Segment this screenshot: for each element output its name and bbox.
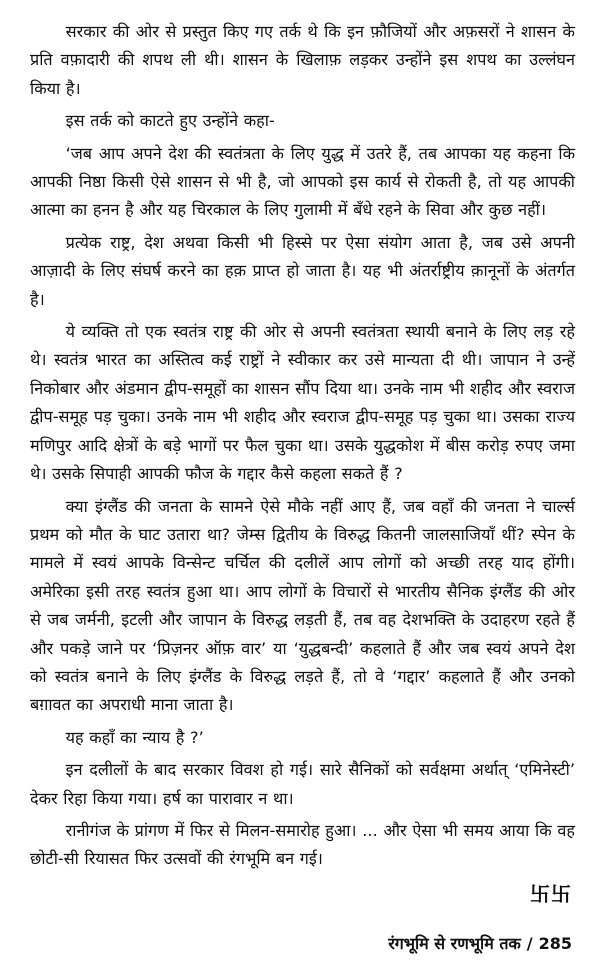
paragraph-7: यह कहाँ का न्याय है ?’ [65,727,204,747]
book-title: रंगभूमि से रणभूमि तक [388,934,521,953]
page-body [30,18,575,878]
page-footer [388,932,572,954]
paragraph-8: इन दलीलों के बाद सरकार विवश हो गई। सारे सैनिकों को सर्वक्षमा अर्थात् ‘एमिनेस्टी’ देकर रिहा किया गया। हर्ष का पारावार न था। [30,760,575,808]
paragraph-6: क्या इंग्लैंड की जनता के सामने ऐसे मौके नहीं आए हैं, जब वहाँ की जनता ने चार्ल्स प्रथम को मौत के घाट उतारा था? जेम्स द्वितीय के विरुद्ध कितनी जालसाजियाँ थीं? स्पेन के मामले में स्वयं आपके विन्सेन्ट चर्चिल की दलीलें आप लोगों को अच्छी तरह याद होंगी। अमेरिका इसी तरह स्वतंत्र हुआ था। आप लोगों के विचारों से भारतीय सैनिक इंग्लैंड की ओर से जब जर्मनी, इटली और जापान के विरुद्ध लड़ती हैं, तब वह देशभक्ति के उदाहरण रहते हैं और पकड़े जाने पर ‘प्रिज़नर ऑफ़ वार’ या ‘युद्धबन्दी’ कहलाते हैं और जब स्वयं अपने देश को स्वतंत्र बनाने के लिए इंग्लैंड के विरुद्ध लड़ते हैं, तो वे ‘गद्दार’ कहलाते हैं और उनको बग़ावत का अपराधी माना जाता है। [30,496,575,715]
paragraph-5: ये व्यक्ति तो एक स्वतंत्र राष्ट्र की ओर से अपनी स्वतंत्रता स्थायी बनाने के लिए लड़ रहे थे। स्वतंत्र भारत का अस्तित्व कई राष्ट्रों ने स्वीकार कर उसे मान्यता दी थी। जापान ने उन्हें निकोबार और अंडमान द्वीप-समूहों का शासन सौंप दिया था। उनके नाम भी शहीद और स्वराज द्वीप-समूह पड़ चुका। उनके नाम भी शहीद और स्वराज द्वीप-समूह पड़ चुका था। उसका राज्य मणिपुर आदि क्षेत्रों के बड़े भागों पर फैल चुका था। उसके युद्धकोश में बीस करोड़ रुपए जमा थे। उसके सिपाही आपकी फौज के गद्दार कैसे कहला सकते हैं ? [30,322,575,484]
paragraph-3: ‘जब आप अपने देश की स्वतंत्रता के लिए युद्ध में उतरे हैं, तब आपका यह कहना कि आपकी निष्ठा किसी ऐसे शासन से भी है, जो आपको इस कार्य से रोकती है, तो यह आपकी आत्मा का हनन है और यह चिरकाल के लिए गुलामी में बँधे रहने के सिवा और कुछ नहीं। [30,143,575,220]
paragraph-9: रानीगंज के प्रांगण में फिर से मिलन-समारोह हुआ। ... और ऐसा भी समय आया कि वह छोटी-सी रियासत फिर उत्सवों की रंगभूमि बन गई। [30,820,575,869]
section-end-ornament: 卐卐 [530,882,572,906]
paragraph-4: प्रत्येक राष्ट्र, देश अथवा किसी भी हिस्से पर ऐसा संयोग आता है, जब उसे अपनी आज़ादी के लिए संघर्ष करने का हक़ प्राप्त हो जाता है। यह भी अंतर्राष्ट्रीय क़ानूनों के अंतर्गत है। [30,232,575,309]
page-number: 285 [538,934,572,953]
paragraph-1: सरकार की ओर से प्रस्तुत किए गए तर्क थे कि इन फ़ौजियों और अफ़सरों ने शासन के प्रति वफ़ादारी की शपथ ली थी। शासन के खिलाफ़ लड़कर उन्होंने इस शपथ का उल्लंघन किया है। [30,22,575,98]
footer-separator: / [526,934,533,953]
paragraph-2: इस तर्क को काटते हुए उन्होंने कहा- [65,111,275,131]
